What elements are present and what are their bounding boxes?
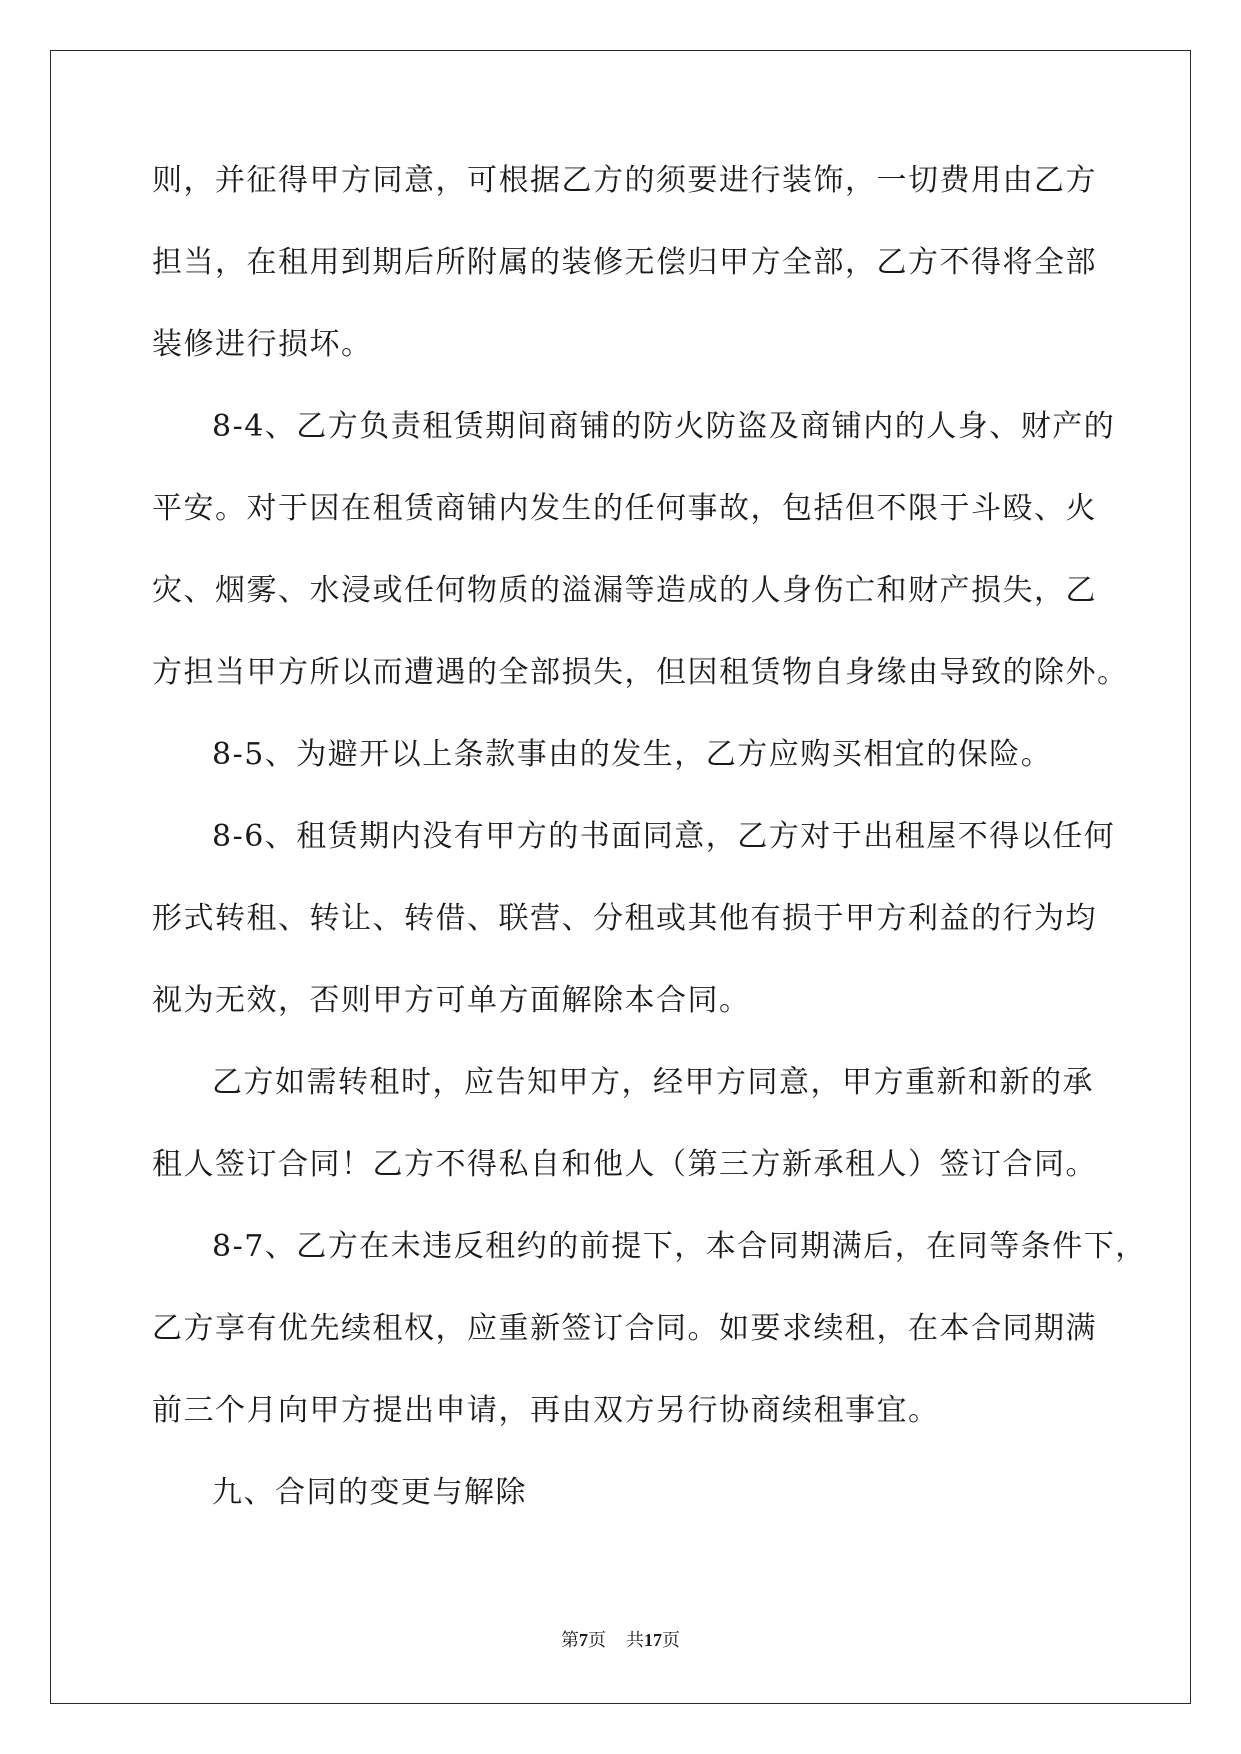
text-line: 乙方如需转租时，应告知甲方，经甲方同意，甲方重新和新的承 xyxy=(212,1065,1094,1100)
text-line: 方担当甲方所以而遭遇的全部损失，但因租赁物自身缘由导致的除外。 xyxy=(152,655,1129,690)
text-line: 8-7、乙方在未违反租约的前提下，本合同期满后，在同等条件下， xyxy=(212,1229,1147,1264)
document-body xyxy=(152,160,1147,1554)
text-line: 灾、烟雾、水浸或任何物质的溢漏等造成的人身伤亡和财产损失，乙 xyxy=(152,573,1097,608)
text-line: 乙方享有优先续租权，应重新签订合同。如要求续租，在本合同期满 xyxy=(152,1311,1097,1346)
text-line: 8-6、租赁期内没有甲方的书面同意，乙方对于出租屋不得以任何 xyxy=(212,819,1116,854)
text-line: 则，并征得甲方同意，可根据乙方的须要进行装饰，一切费用由乙方 xyxy=(152,163,1097,198)
total-prefix: 共 xyxy=(626,1630,644,1651)
page-number: 7 xyxy=(579,1630,588,1650)
text-line: 8-4、乙方负责租赁期间商铺的防火防盗及商铺内的人身、财产的 xyxy=(212,409,1116,444)
page-suffix: 页 xyxy=(588,1630,606,1651)
total-pages: 17 xyxy=(644,1630,662,1650)
page-footer xyxy=(0,1628,1241,1653)
page-prefix: 第 xyxy=(561,1630,579,1651)
total-suffix: 页 xyxy=(662,1630,680,1651)
text-line: 前三个月向甲方提出申请，再由双方另行协商续租事宜。 xyxy=(152,1393,940,1428)
text-line: 平安。对于因在租赁商铺内发生的任何事故，包括但不限于斗殴、火 xyxy=(152,491,1097,526)
text-line: 视为无效，否则甲方可单方面解除本合同。 xyxy=(152,983,751,1018)
text-line: 担当，在租用到期后所附属的装修无偿归甲方全部，乙方不得将全部 xyxy=(152,245,1097,280)
text-line: 装修进行损坏。 xyxy=(152,327,373,362)
section-heading: 九、合同的变更与解除 xyxy=(212,1475,527,1510)
text-line: 租人签订合同！乙方不得私自和他人（第三方新承租人）签订合同。 xyxy=(152,1147,1097,1182)
text-line: 形式转租、转让、转借、联营、分租或其他有损于甲方利益的行为均 xyxy=(152,901,1097,936)
text-line: 8-5、为避开以上条款事由的发生，乙方应购买相宜的保险。 xyxy=(212,737,1053,772)
